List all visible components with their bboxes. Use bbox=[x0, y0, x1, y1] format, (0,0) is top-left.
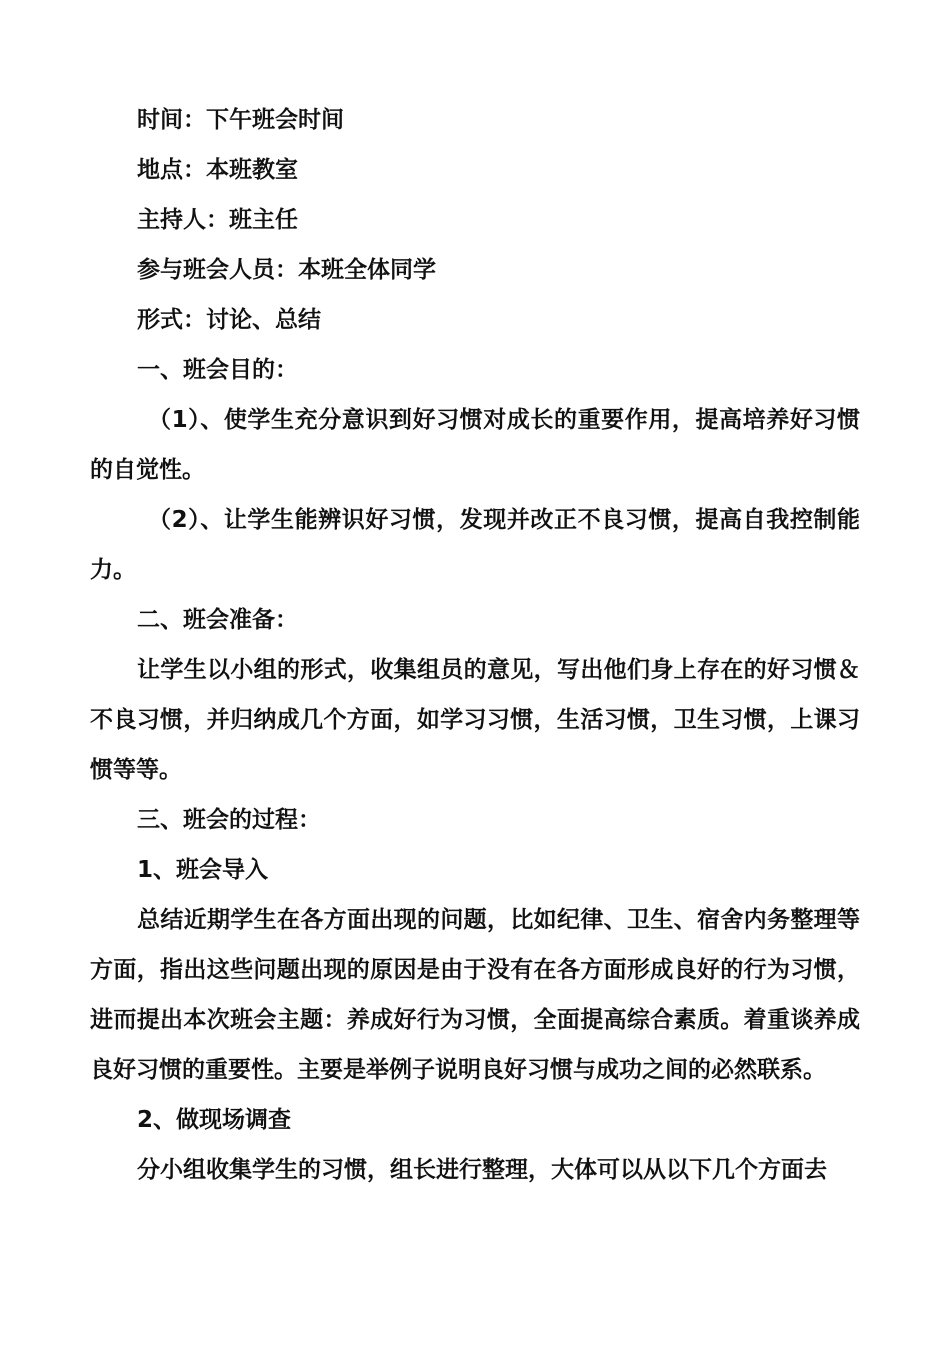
section2-body: 让学生以小组的形式，收集组员的意见，写出他们身上存在的好习惯＆不良习惯，并归纳成几个方面，如学习习惯，生活习惯，卫生习惯，上课习惯等等。 bbox=[90, 657, 860, 783]
section2-heading: 二、班会准备： bbox=[137, 607, 298, 633]
meta-place: 地点：本班教室 bbox=[137, 157, 298, 183]
section1-heading: 一、班会目的： bbox=[137, 357, 298, 383]
meta-host: 主持人：班主任 bbox=[137, 207, 298, 233]
section1-item2: （2）、让学生能辨识好习惯，发现并改正不良习惯，提高自我控制能力。 bbox=[90, 507, 860, 583]
document-body bbox=[90, 95, 860, 1195]
section3-heading: 三、班会的过程： bbox=[137, 807, 321, 833]
meta-participants: 参与班会人员：本班全体同学 bbox=[137, 257, 436, 283]
section3-step2-title: 2、做现场调查 bbox=[137, 1107, 292, 1133]
section3-step1-title: 1、班会导入 bbox=[137, 857, 269, 883]
section1-item1: （1）、使学生充分意识到好习惯对成长的重要作用，提高培养好习惯的自觉性。 bbox=[90, 407, 860, 483]
section3-step2-body: 分小组收集学生的习惯，组长进行整理，大体可以从以下几个方面去 bbox=[137, 1157, 827, 1183]
meta-time: 时间：下午班会时间 bbox=[137, 107, 344, 133]
section3-step1-body: 总结近期学生在各方面出现的问题，比如纪律、卫生、宿舍内务整理等方面，指出这些问题出现的原因是由于没有在各方面形成良好的行为习惯，进而提出本次班会主题：养成好行为习惯，全面提高综合素质。着重谈养成良好习惯的重要性。主要是举例子说明良好习惯与成功之间的必然联系。 bbox=[90, 907, 860, 1083]
meta-format: 形式：讨论、总结 bbox=[137, 307, 321, 333]
